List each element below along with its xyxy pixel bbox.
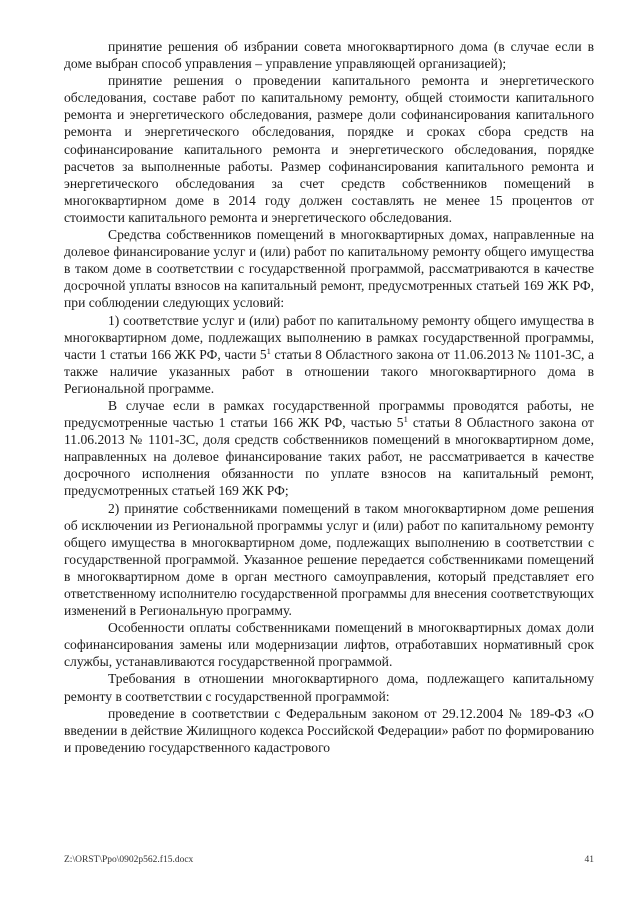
paragraph-unforeseen-works-part-a: В случае если в рамках государственной программы проводятся работы, не предусмотренные частью 1 статьи 166 ЖК РФ, частью 5: [64, 397, 594, 431]
paragraph-capital-repair-decision: принятие решения о проведении капитального ремонта и энергетического обследования, составе работ по капитальному ремонту, общей стоимости капитального ремонта и энергетического обследования, размере доли софинансирования капитального ремонта и энергетического обследования, порядке и сроках сбора средств на софинансирование капитального ремонта и энергетического обследования, порядке расчетов за выполненные работы. Размер софинансирования капитального ремонта и энергетического обследования за счет средств собственников помещений в многоквартирном доме в 2014 году должен составлять не менее 15 процентов от стоимости капитального ремонта и энергетического обследования.: [64, 73, 594, 225]
footer-file-path: Z:\ORST\Ppo\0902p562.f15.docx: [64, 855, 194, 865]
document-body: [64, 38, 594, 756]
paragraph-owner-funds: Средства собственников помещений в многоквартирных домах, направленные на долевое финансирование услуг и (или) работ по капитальному ремонту общего имущества в таком доме в соответствии с государственной программой, рассматриваются в качестве досрочной уплаты взносов на капитальный ремонт, предусмотренных статьей 169 ЖК РФ, при соблюдении следующих условий:: [64, 227, 594, 311]
paragraph-cadastral-works: проведение в соответствии с Федеральным законом от 29.12.2004 № 189-ФЗ «О введении в действие Жилищного кодекса Российской Федерации» работ по формированию и проведению государственного кадастрового: [64, 705, 594, 755]
paragraph-condition-1: [64, 312, 594, 397]
paragraph-unforeseen-works: [64, 397, 594, 500]
paragraph-condition-1-part-a: 1) соответствие услуг и (или) работ по капитальному ремонту общего имущества в многоквартирном доме, подлежащих выполнению в рамках государственной программы, части 1 статьи 166 ЖК РФ, части 5: [64, 312, 594, 362]
superscript-marker: 1: [266, 345, 271, 356]
paragraph-condition-2: 2) принятие собственниками помещений в таком многоквартирном доме решения об исключении из Региональной программы услуг и (или) работ по капитальному ремонту общего имущества в многоквартирном доме, подлежащих выполнению в соответствии с государственной программой. Указанное решение передается собственниками помещений в многоквартирном доме в орган местного самоуправления, который представляет его ответственному исполнителю государственной программы для внесения соответствующих изменений в Региональную программу.: [64, 500, 594, 619]
superscript-marker: 1: [403, 414, 408, 425]
footer-page-number: 41: [584, 855, 594, 865]
paragraph-condition-1-part-b: статьи 8 Областного закона от 11.06.2013 № 1101-ЗС, а также наличие указанных работ в отношении такого многоквартирного дома в Региональной программе.: [64, 346, 594, 396]
paragraph-elevator-financing: Особенности оплаты собственниками помещений в многоквартирных домах доли софинансирования замены или модернизации лифтов, отработавших нормативный срок службы, устанавливаются государственной программой.: [64, 620, 594, 670]
paragraph-council-election: принятие решения об избрании совета многоквартирного дома (в случае если в доме выбран способ управления – управление управляющей организацией);: [64, 39, 594, 72]
paragraph-house-requirements: Требования в отношении многоквартирного дома, подлежащего капитальному ремонту в соответствии с государственной программой:: [64, 671, 594, 704]
paragraph-unforeseen-works-part-b: статьи 8 Областного закона от 11.06.2013 № 1101-ЗС, доля средств собственников помещений в многоквартирном доме, направленных на долевое финансирование таких работ, не рассматривается в качестве досрочного исполнения обязанности по уплате взносов на капитальный ремонт, предусмотренных статьей 169 ЖК РФ;: [64, 415, 594, 499]
